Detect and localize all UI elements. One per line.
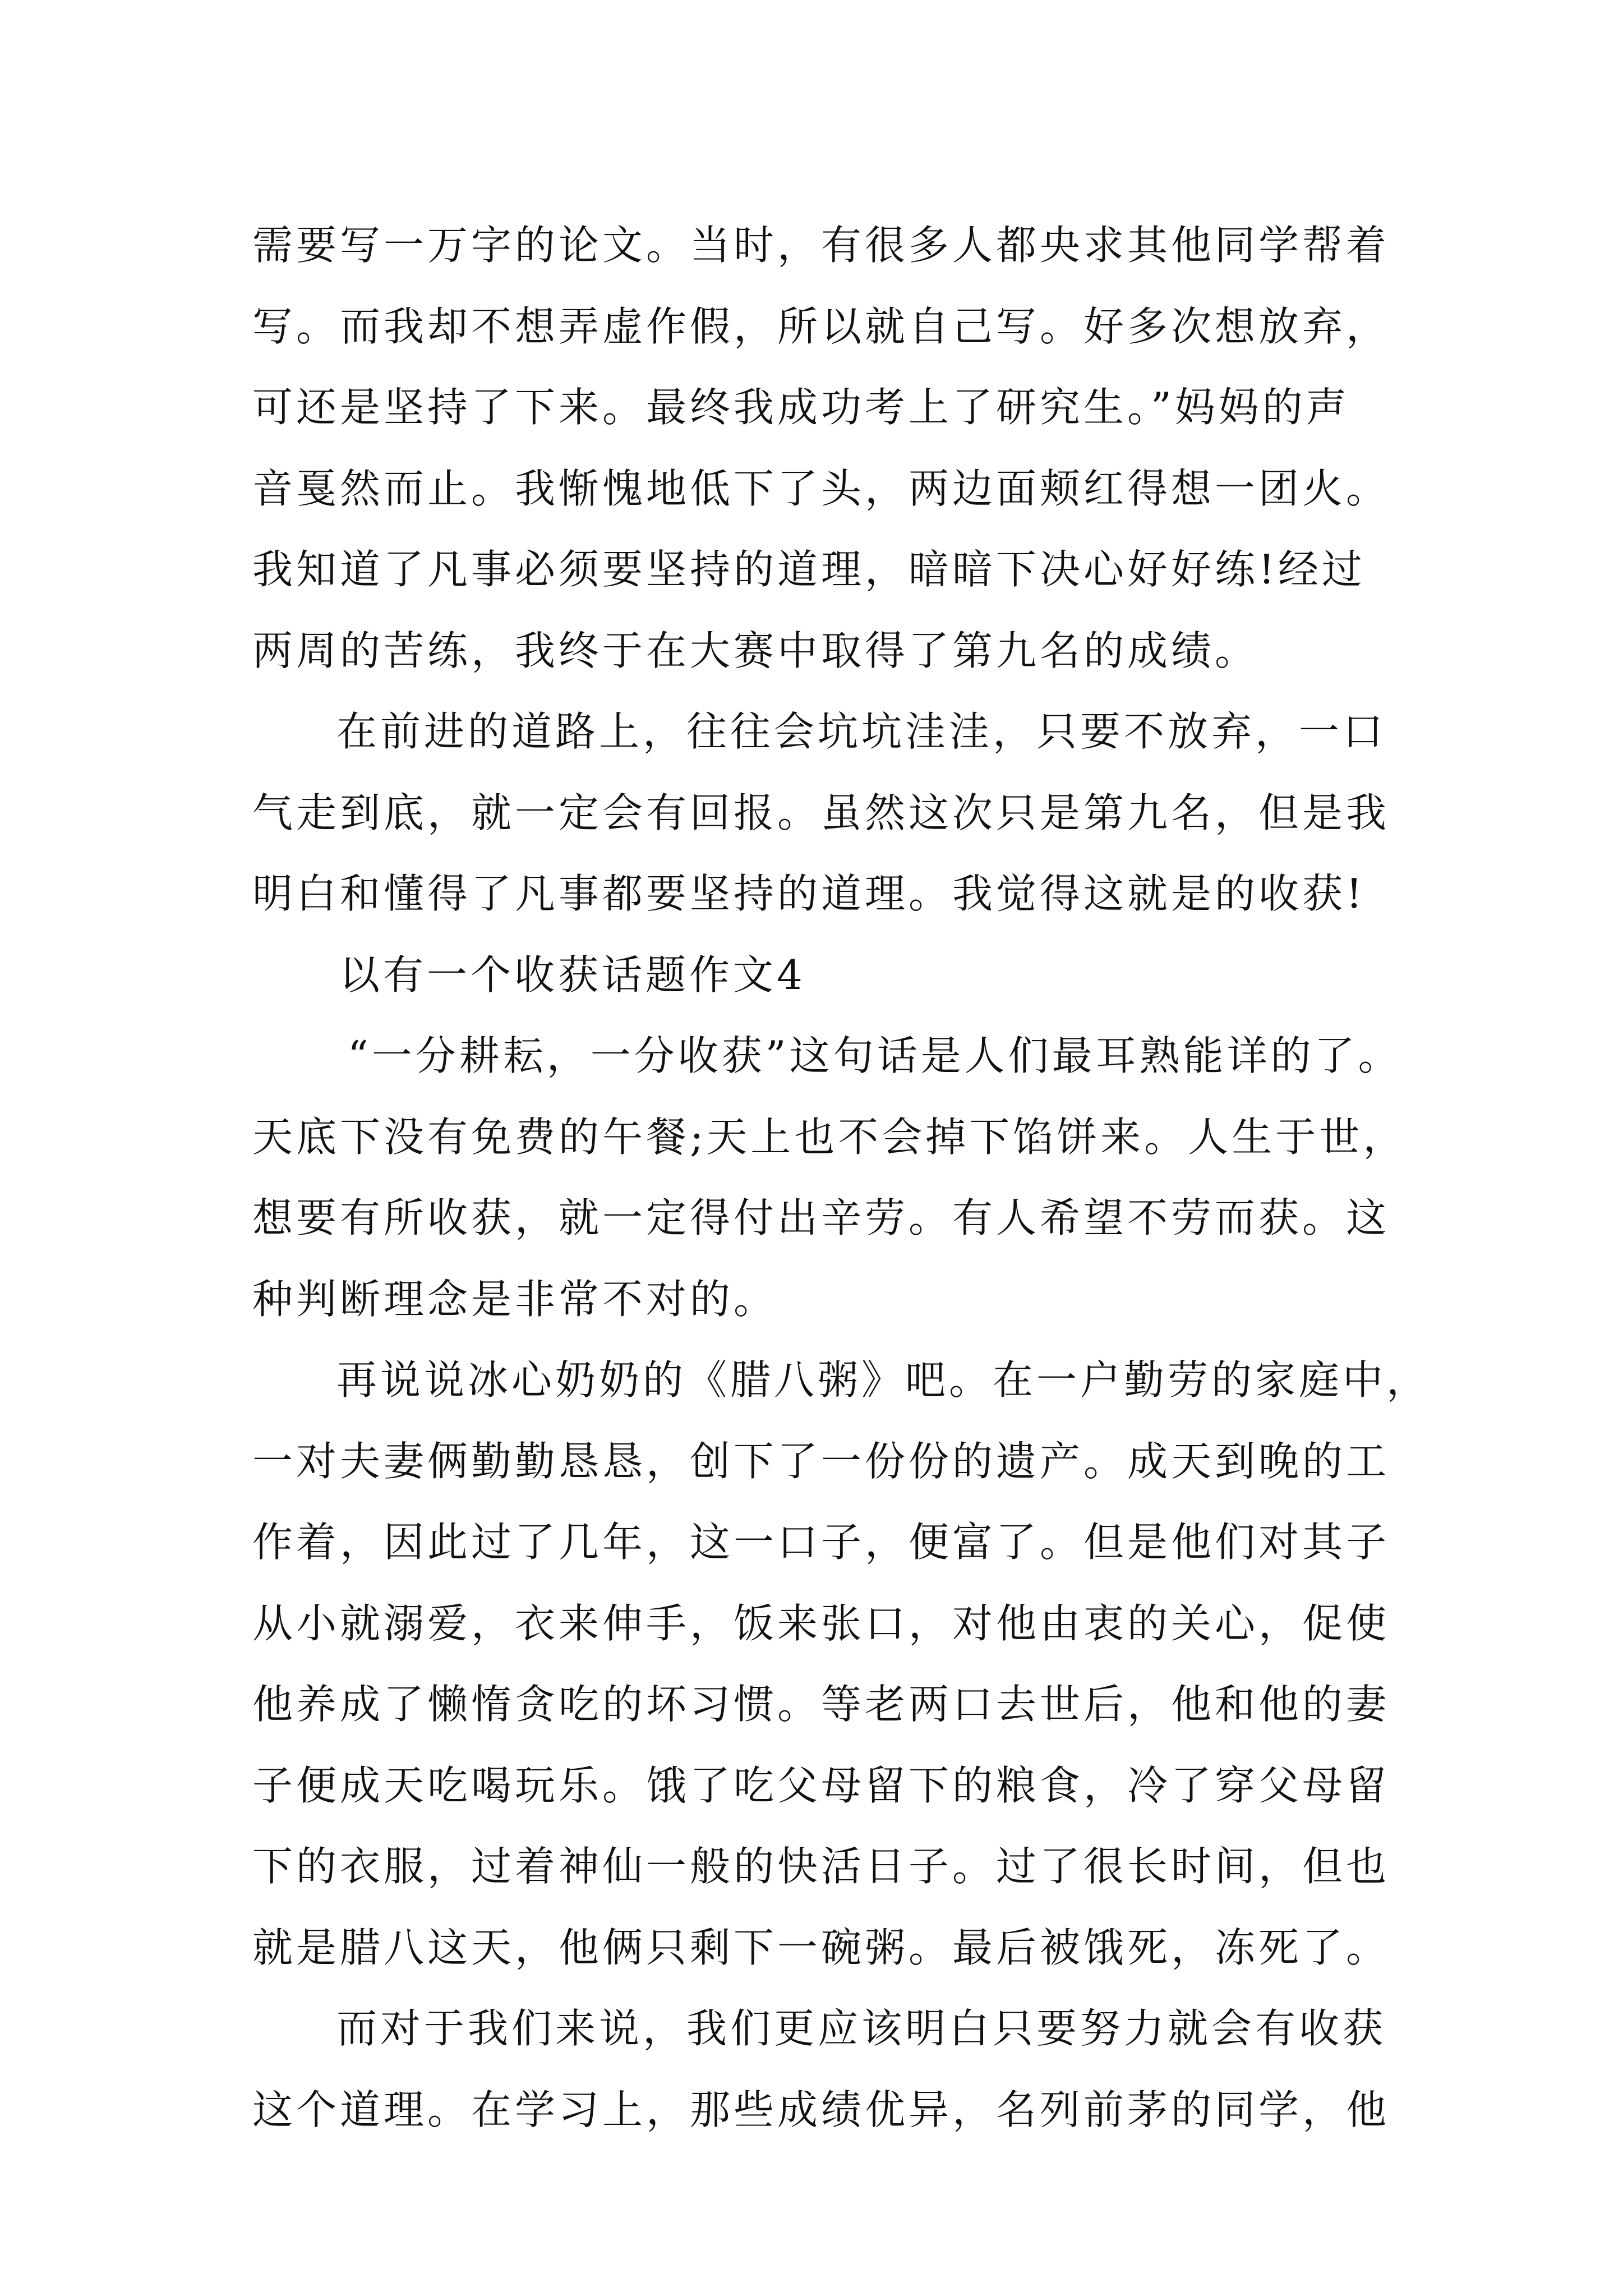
text-line: 音戛然而止。我惭愧地低下了头，两边面颊红得想一团火。 <box>252 464 1390 512</box>
text-line: 两周的苦练，我终于在大赛中取得了第九名的成绩。 <box>252 627 1259 674</box>
paragraph-start-line: 再说说冰心奶奶的《腊八粥》吧。在一户勤劳的家庭中， <box>336 1356 1431 1404</box>
paragraph-start-line: 而对于我们来说，我们更应该明白只要努力就会有收获 <box>336 2005 1387 2052</box>
text-line: 这个道理。在学习上，那些成绩优异，名列前茅的同学，他 <box>252 2086 1390 2133</box>
text-line: 我知道了凡事必须要坚持的道理，暗暗下决心好好练!经过 <box>252 546 1366 593</box>
text-line: 下的衣服，过着神仙一般的快活日子。过了很长时间，但也 <box>252 1843 1390 1890</box>
text-line: 作着，因此过了几年，这一口子，便富了。但是他们对其子 <box>252 1519 1390 1566</box>
text-line: 需要写一万字的论文。当时，有很多人都央求其他同学帮着 <box>252 222 1390 269</box>
text-line: 想要有所收获，就一定得付出辛劳。有人希望不劳而获。这 <box>252 1194 1390 1241</box>
text-line: 可还是坚持了下来。最终我成功考上了研究生。”妈妈的声 <box>252 384 1350 431</box>
text-line: 写。而我却不想弄虚作假，所以就自己写。好多次想放弃， <box>252 302 1390 350</box>
document-body <box>252 205 1431 2150</box>
text-line: 从小就溺爱，衣来伸手，饭来张口，对他由衷的关心，促使 <box>252 1599 1390 1647</box>
text-line: 就是腊八这天，他俩只剩下一碗粥。最后被饿死，冻死了。 <box>252 1924 1390 1971</box>
text-line: 种判断理念是非常不对的。 <box>252 1275 778 1323</box>
paragraph-start-line: “一分耕耘，一分收获”这句话是人们最耳熟能详的了。 <box>348 1032 1402 1079</box>
section-heading: 以有一个收获话题作文4 <box>339 951 806 999</box>
text-line: 气走到底，就一定会有回报。虽然这次只是第九名，但是我 <box>252 789 1390 836</box>
text-line: 天底下没有免费的午餐;天上也不会掉下馅饼来。人生于世， <box>252 1113 1407 1161</box>
text-line: 一对夫妻俩勤勤恳恳，创下了一份份的遗产。成天到晚的工 <box>252 1437 1390 1485</box>
text-line: 子便成天吃喝玩乐。饿了吃父母留下的粮食，冷了穿父母留 <box>252 1761 1390 1809</box>
text-line: 明白和懂得了凡事都要坚持的道理。我觉得这就是的收获! <box>252 870 1366 917</box>
paragraph-start-line: 在前进的道路上，往往会坑坑洼洼，只要不放弃，一口 <box>336 708 1387 755</box>
text-line: 他养成了懒惰贪吃的坏习惯。等老两口去世后，他和他的妻 <box>252 1681 1390 1728</box>
